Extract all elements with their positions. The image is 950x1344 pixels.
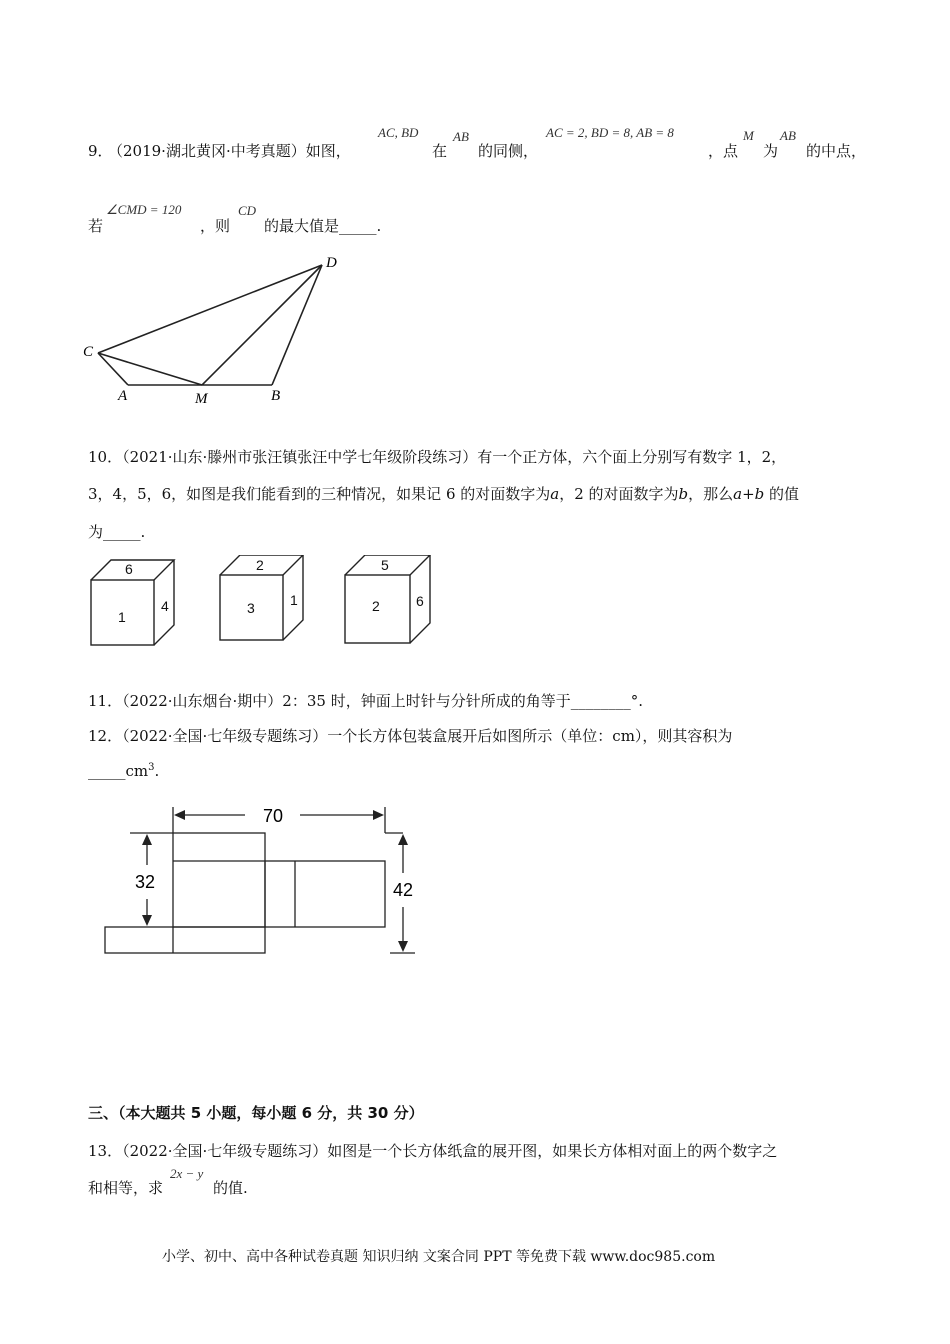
q10-var-b: b — [678, 485, 689, 503]
q10-line2b: ，2 的对面数字为 — [559, 485, 679, 503]
cube3-front: 2 — [372, 598, 380, 614]
cube3-top: 5 — [381, 557, 389, 573]
segment-md — [202, 265, 322, 385]
q13-expr: 2x − y — [170, 1166, 204, 1181]
q10-line2d: 的值 — [764, 485, 800, 503]
cube1-side: 4 — [161, 598, 169, 614]
q12-end: . — [154, 762, 160, 780]
q9-text-ze: ，则 — [200, 217, 231, 235]
cube2-top: 2 — [256, 557, 264, 573]
q9-math-ac-bd: AC, BD — [378, 125, 419, 140]
q9-math-ab: AB — [453, 129, 469, 144]
q13-line2b: 的值. — [213, 1179, 248, 1197]
q12-net-figure — [95, 795, 435, 965]
q9-number: 9． — [88, 142, 113, 160]
q9-text-midpoint: 的中点， — [806, 142, 867, 160]
q13-line2a: 和相等，求 — [88, 1179, 164, 1197]
section-3-title: 三、（本大题共 5 小题，每小题 6 分，共 30 分） — [88, 1104, 424, 1122]
q9-text-max: 的最大值是_____. — [264, 217, 382, 235]
label-b: B — [271, 388, 281, 404]
q9-source: （2019·湖北黄冈·中考真题）如图， — [108, 142, 351, 160]
q9-text-tongce: 的同侧， — [478, 142, 539, 160]
q10-var-a: a — [550, 485, 560, 503]
q12-sup: 3 — [148, 762, 155, 773]
q9-text-wei: 为 — [763, 142, 779, 160]
cube3-side: 6 — [416, 593, 424, 609]
dim-left-height: 32 — [135, 872, 156, 892]
dim-width: 70 — [263, 806, 284, 826]
label-c: C — [83, 344, 94, 360]
q10-line3: 为_____. — [88, 523, 146, 541]
label-a: A — [118, 388, 128, 404]
q10-line2 — [88, 483, 799, 504]
dim-right-height: 42 — [393, 880, 414, 900]
cube2-front: 3 — [247, 600, 255, 616]
q12-line1: 12．（2022·全国·七年级专题练习）一个长方体包装盒展开后如图所示（单位：cm），则其容积为 — [88, 727, 733, 745]
cube1-top: 6 — [125, 561, 133, 577]
q10-line1: 10．（2021·山东·滕州市张汪镇张汪中学七年级阶段练习）有一个正方体，六个面上分别写有数字 1，2， — [88, 448, 787, 466]
question-11: 11．（2022·山东烟台·期中）2：35 时，钟面上时针与分针所成的角等于________°. — [88, 692, 643, 710]
q9-text-dian: ，点 — [708, 142, 739, 160]
q9-math-lengths: AC = 2, BD = 8, AB = 8 — [546, 125, 674, 140]
q10-var-ab: a+b — [733, 485, 765, 503]
q9-text-zai: 在 — [432, 142, 448, 160]
q10-line2a: 3，4，5，6，如图是我们能看到的三种情况，如果记 6 的对面数字为 — [88, 485, 551, 503]
q9-math-cd: CD — [238, 203, 257, 218]
q10-line2c: ，那么 — [688, 485, 734, 503]
q9-math-m: M — [743, 128, 754, 143]
footer-text: 小学、初中、高中各种试卷真题 知识归纳 文案合同 PPT 等免费下载 www.doc985.com — [162, 1249, 716, 1265]
q12-blank: _____cm — [88, 762, 149, 780]
cube1-front: 1 — [118, 609, 126, 625]
q9-text-ruo: 若 — [88, 217, 104, 235]
segment-cd — [98, 265, 322, 353]
q13-line1: 13．（2022·全国·七年级专题练习）如图是一个长方体纸盒的展开图，如果长方体相对面上的两个数字之 — [88, 1142, 778, 1160]
q9-figure — [80, 245, 360, 415]
q12-line2 — [88, 762, 159, 780]
q9-math-ab2: AB — [780, 128, 796, 143]
q9-math-angle: ∠CMD = 120 — [106, 202, 182, 217]
segment-bd — [272, 265, 322, 385]
cube2-side: 1 — [290, 592, 298, 608]
label-m: M — [195, 391, 208, 407]
label-d: D — [326, 255, 337, 271]
q10-cubes-figure — [85, 555, 445, 655]
